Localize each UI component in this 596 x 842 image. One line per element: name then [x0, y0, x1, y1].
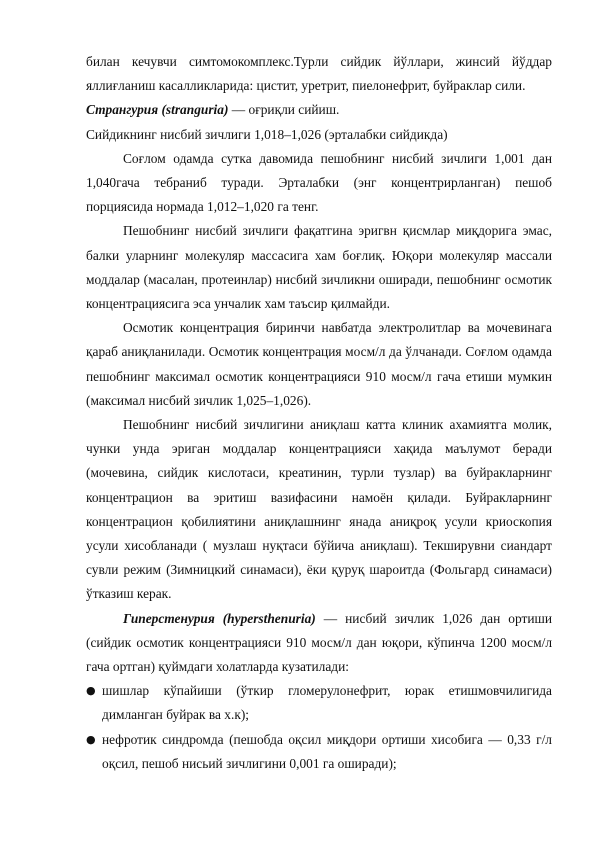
list-item-text: шишлар кўпайиши (ўткир гломерулонефрит, юрак етишмовчилигида димланган буйрак ва х.к); — [102, 683, 552, 723]
paragraph-4: Соғлом одамда сутка давомида пешобнинг нисбий зичлиги 1,001 дан 1,040гача тебраниб туради. Эрталабки (энг концентрирланган) пешоб порциясида нормада 1,012–1,020 га тенг. — [86, 150, 552, 215]
paragraph-5: Пешобнинг нисбий зичлиги фақатгина эригвн қисмлар миқдорига эмас, балки уларнинг молекуляр массасига хам боғлиқ. Юқори молекуляр массали моддалар (масалан, протеинлар) нисбий зичликни оширади, пешобнинг осмотик концентрациясига эса унчалик хам таъсир қилмайди. — [86, 223, 552, 312]
bullet-dot-icon: ● — [86, 732, 96, 746]
paragraph-6: Осмотик концентрация биринчи навбатда электролитлар ва мочевинага қараб аниқланилади. Осмотик концентрация мосм/л да ўлчанади. Соғлом одамда пешобнинг максимал осмотик концентрацияси 910 мосм/л гача етиши мумкин (максимал нисбий зичлик 1,025–1,026). — [86, 320, 552, 408]
list-item — [86, 728, 552, 776]
definition-hypersthenuria: — нисбий зичлик 1,026 дан ортиши (сийдик осмотик концентрацияси 910 мосм/л дан юқори, кўпинча 1200 мосм/л гача ортган) қуймдаги холатларда кузатилади: — [86, 610, 552, 675]
term-stranguria: Странгурия (stranguria) — [86, 102, 229, 118]
term-hypersthenuria: Гиперстенурия (hypersthenuria) — [123, 610, 316, 626]
bullet-dot-icon: ● — [86, 684, 96, 698]
paragraph-stranguria — [86, 98, 552, 122]
list-item-text: нефротик синдромда (пешобда оқсил миқдори ортиши хисобига — 0,33 г/л оқсил, пешоб нисьий зичлигини 0,001 га оширади); — [102, 731, 552, 771]
paragraph-7: Пешобнинг нисбий зичлигини аниқлаш катта клиник ахамиятга молик, чунки унда эриган моддалар концентрацияси хақида маълумот беради (мочевина, сийдик кислотаси, креатинин, турли тузлар) ва буйракларнинг концентрацион ва эритиш вазифасини намоён қилади. Буйракларнинг концентрацион қобилиятини аниқлашнинг янада аниқроқ усули криоскопия усули хисобланади ( музлаш нуқтаси бўйича аниқлаш). Текширувни сиандарт сувли режим (Зимницкий синамаси), ёки қуруқ шароитда (Фольгард синамаси) ўтказиш керак. — [86, 417, 552, 602]
list-item — [86, 679, 552, 727]
paragraph-density-heading: Сийдикнинг нисбий зичлиги 1,018–1,026 (эрталабки сийдикда) — [86, 126, 448, 142]
document-body — [86, 50, 552, 776]
paragraph-hypersthenuria — [86, 607, 552, 680]
definition-stranguria: — оғриқли сийиш. — [228, 102, 340, 118]
paragraph-1: билан кечувчи симтомокомплекс.Турли сийдик йўллари, жинсий йўддар яллиғланиш касалликларида: цистит, уретрит, пиелонефрит, буйраклар сили. — [86, 54, 552, 94]
